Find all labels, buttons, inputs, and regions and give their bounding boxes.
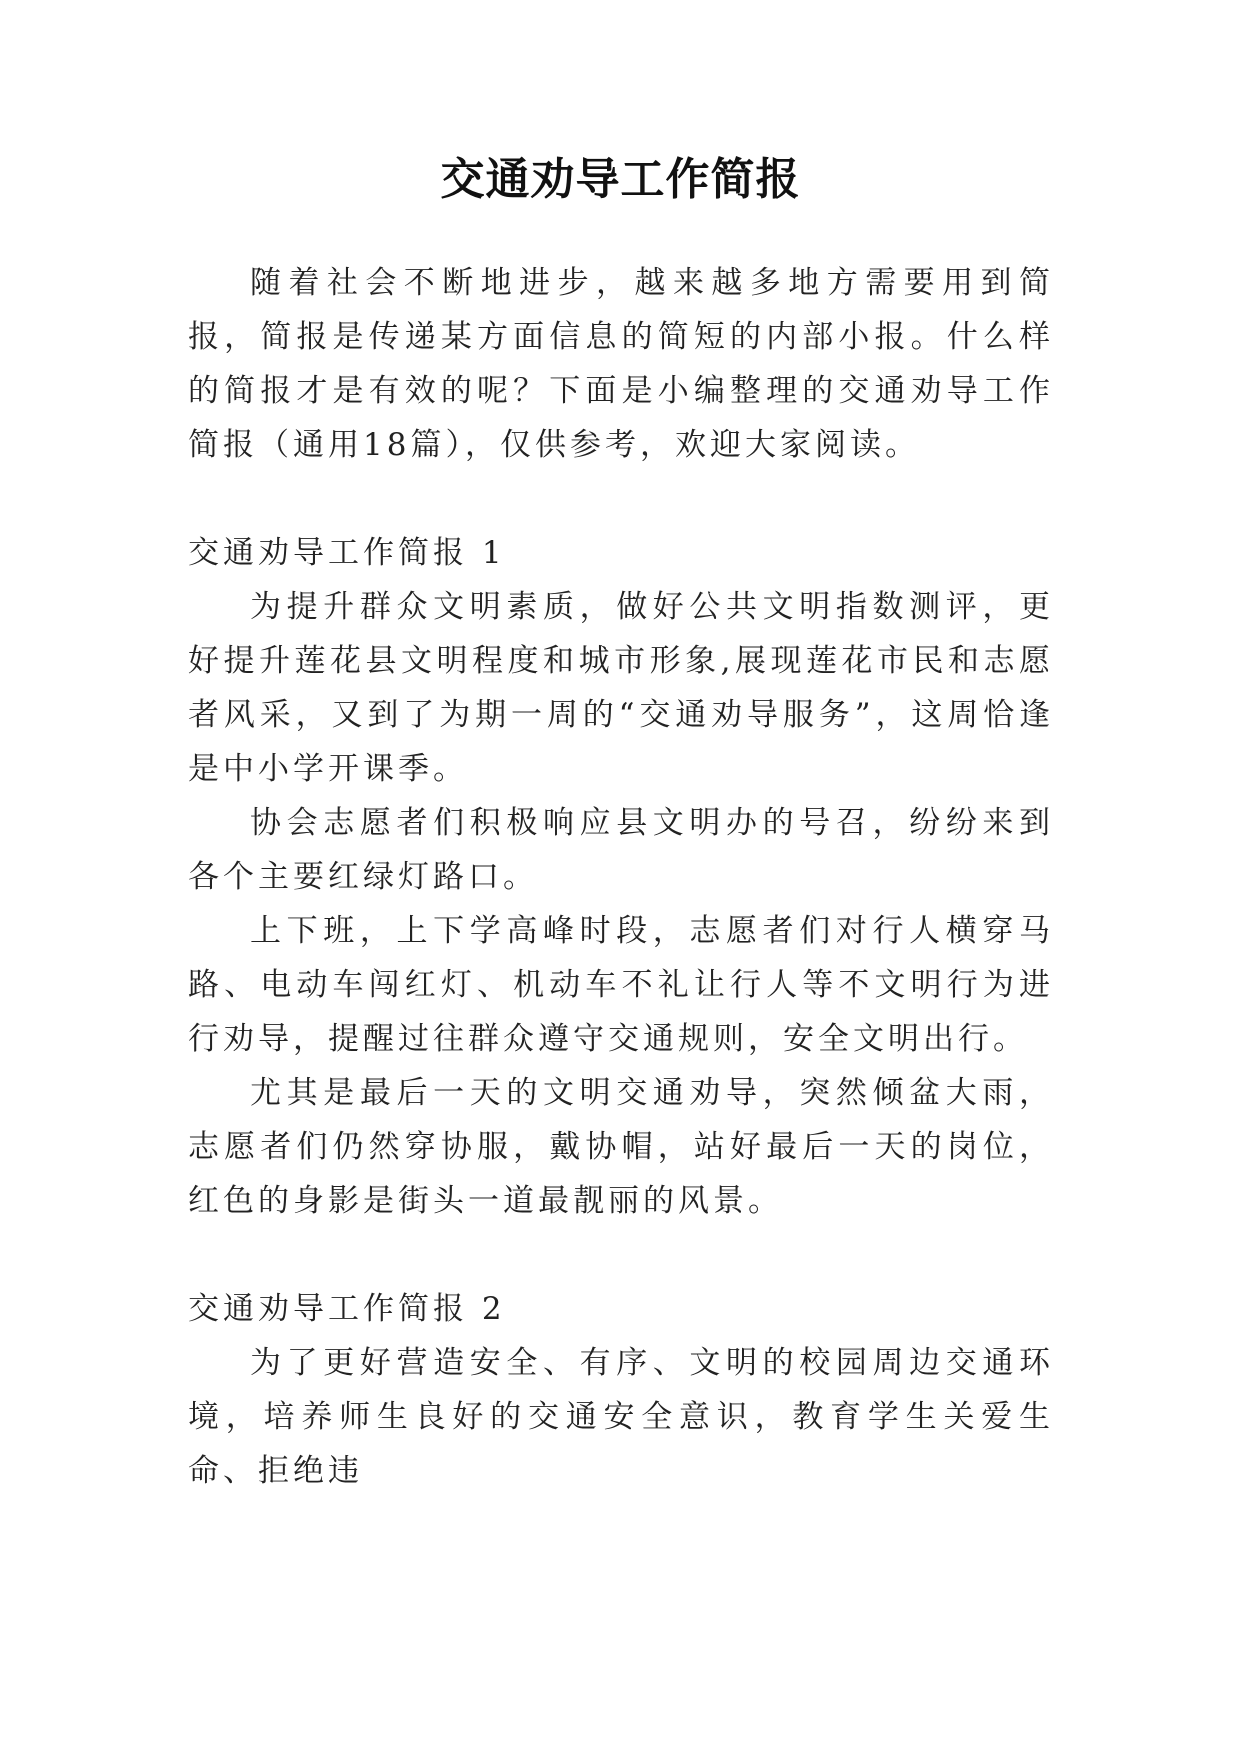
section-1-paragraph-1: 为提升群众文明素质，做好公共文明指数测评，更好提升莲花县文明程度和城市形象,展现莲花市民和志愿者风采，又到了为期一周的“交通劝导服务”，这周恰逢是中小学开课季。 [188,589,1054,787]
intro-paragraph: 随着社会不断地进步，越来越多地方需要用到简报，简报是传递某方面信息的简短的内部小报。什么样的简报才是有效的呢？下面是小编整理的交通劝导工作简报（通用18篇），仅供参考，欢迎大家阅读。 [188,265,1054,463]
document-title: 交通劝导工作简报 [440,154,801,205]
document-body [188,256,1054,1498]
section-heading-1: 交通劝导工作简报 1 [188,535,506,571]
section-1-paragraph-3: 上下班，上下学高峰时段，志愿者们对行人横穿马路、电动车闯红灯、机动车不礼让行人等不文明行为进行劝导，提醒过往群众遵守交通规则，安全文明出行。 [188,913,1054,1057]
section-spacer [188,472,1054,526]
section-2-paragraph-1: 为了更好营造安全、有序、文明的校园周边交通环境，培养师生良好的交通安全意识，教育学生关爱生命、拒绝违 [188,1345,1054,1489]
section-heading-2: 交通劝导工作简报 2 [188,1291,506,1327]
section-1-paragraph-2: 协会志愿者们积极响应县文明办的号召，纷纷来到各个主要红绿灯路口。 [188,805,1054,895]
section-spacer [188,1228,1054,1282]
section-1-paragraph-4: 尤其是最后一天的文明交通劝导，突然倾盆大雨，志愿者们仍然穿协服，戴协帽，站好最后一天的岗位，红色的身影是街头一道最靓丽的风景。 [188,1075,1054,1219]
